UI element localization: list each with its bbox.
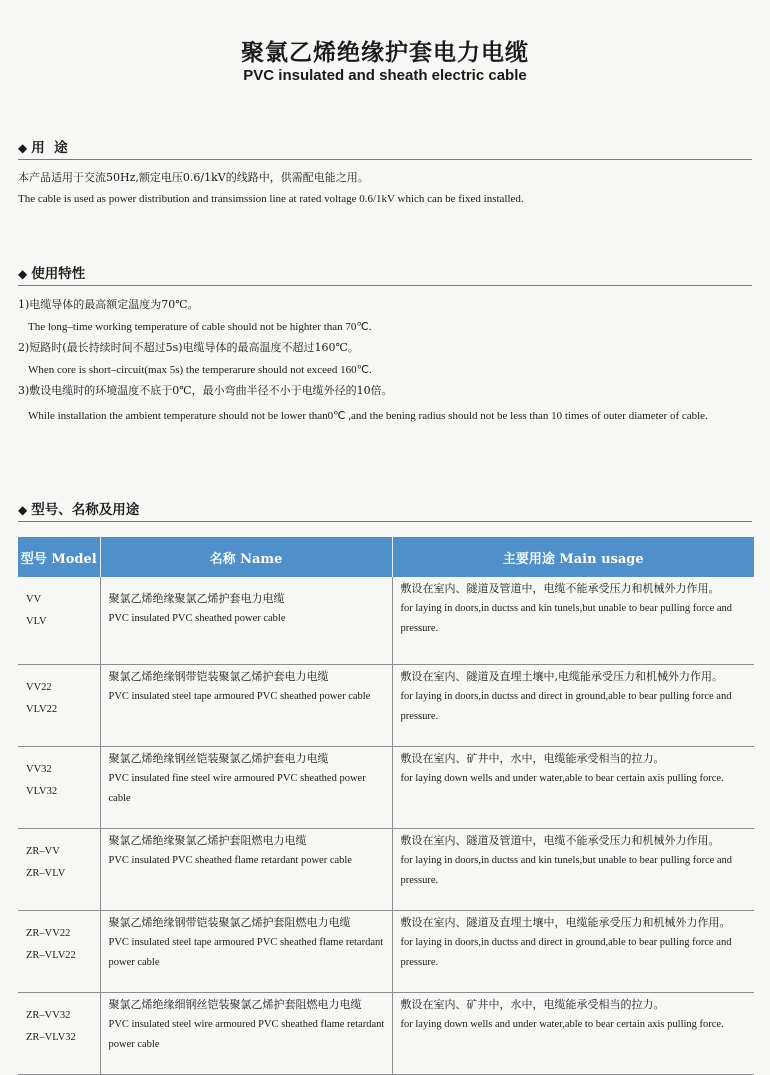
column-header-name: 名称 Name [100, 537, 392, 577]
name-cell: 聚氯乙烯绝缘钢带铠装聚氯乙烯护套阻燃电力电缆 PVC insulated steel tape armoured PVC sheathed flame retardant power cable [100, 911, 392, 993]
model-cell: VV22 VLV22 [18, 665, 100, 747]
model-cell: VV32 VLV32 [18, 747, 100, 829]
table-row [18, 747, 754, 829]
usage-cell: 敷设在室内、隧道及管道中，电缆不能承受压力和机械外力作用。 for laying in doors,in ductss and kin tunels,but unable to bear pulling force and pressure. [392, 577, 754, 665]
name-cell: 聚氯乙烯绝缘细钢丝铠装聚氯乙烯护套阻燃电力电缆 PVC insulated steel wire armoured PVC sheathed flame retardant power cable [100, 993, 392, 1075]
model-table [18, 537, 754, 1075]
feature-item-cn: 3)敷设电缆时的环境温度不底于0℃，最小弯曲半径不小于电缆外径的10倍。 [18, 384, 393, 397]
table-header-row [18, 537, 754, 577]
name-cell: 聚氯乙烯绝缘钢丝铠装聚氯乙烯护套电力电缆 PVC insulated fine steel wire armoured PVC sheathed power cable [100, 747, 392, 829]
usage-cell: 敷设在室内、隧道及直埋土壤中,电缆能承受压力和机械外力作用。 for laying in doors,in ductss and direct in ground,able to bear pulling force and pressure. [392, 665, 754, 747]
usage-cell: 敷设在室内、隧道及管道中，电缆不能承受压力和机械外力作用。 for laying in doors,in ductss and kin tunels,but unable to bear pulling force and pressure. [392, 829, 754, 911]
page-subtitle: PVC insulated and sheath electric cable [243, 67, 527, 84]
model-cell: ZR–VV ZR–VLV [18, 829, 100, 911]
model-cell: ZR–VV22 ZR–VLV22 [18, 911, 100, 993]
column-header-usage: 主要用途 Main usage [392, 537, 754, 577]
name-cell: 聚氯乙烯绝缘聚氯乙烯护套阻燃电力电缆 PVC insulated PVC sheathed flame retardant power cable [100, 829, 392, 911]
table-row [18, 911, 754, 993]
model-cell: VV VLV [18, 577, 100, 665]
usage-cell: 敷设在室内、隧道及直埋土壤中，电缆能承受压力和机械外力作用。 for laying in doors,in ductss and direct in ground,able to bear pulling force and pressure. [392, 911, 754, 993]
feature-item-en: The long–time working temperature of cable should not be highter than 70℃. [28, 321, 372, 333]
section-heading-usage: ◆ 用 途 [18, 136, 752, 160]
section-heading-features: ◆ 使用特性 [18, 262, 752, 286]
table-row [18, 665, 754, 747]
name-cell: 聚氯乙烯绝缘钢带铠装聚氯乙烯护套电力电缆 PVC insulated steel tape armoured PVC sheathed power cable [100, 665, 392, 747]
usage-text-cn: 本产品适用于交流50Hz,额定电压0.6/1kV的线路中，供需配电能之用。 [18, 171, 369, 184]
feature-item-cn: 1)电缆导体的最高额定温度为70℃。 [18, 298, 199, 311]
section-heading-models: ◆ 型号、名称及用途 [18, 498, 752, 522]
table-row [18, 577, 754, 665]
page-title: 聚氯乙烯绝缘护套电力电缆 [241, 39, 529, 66]
feature-item-en: When core is short–circuit(max 5s) the temperarure should not exceed 160℃. [28, 364, 372, 376]
usage-cell: 敷设在室内、矿井中，水中，电缆能承受相当的拉力。 for laying down wells and under water,able to bear certain axis pulling force. [392, 993, 754, 1075]
diamond-bullet-icon: ◆ [18, 267, 28, 281]
feature-item-en: While installation the ambient temperature should not be lower than0℃ ,and the bening radius should not be less than 10 times of outer diameter of cable. [28, 410, 708, 422]
usage-cell: 敷设在室内、矿井中，水中，电缆能承受相当的拉力。 for laying down wells and under water,able to bear certain axis pulling force. [392, 747, 754, 829]
diamond-bullet-icon: ◆ [18, 141, 28, 155]
feature-item-cn: 2)短路时(最长持续时间不超过5s)电缆导体的最高温度不超过160℃。 [18, 341, 359, 354]
diamond-bullet-icon: ◆ [18, 503, 28, 517]
table-row [18, 829, 754, 911]
column-header-model: 型号 Model [18, 537, 100, 577]
name-cell: 聚氯乙烯绝缘聚氯乙烯护套电力电缆 PVC insulated PVC sheathed power cable [100, 577, 392, 665]
model-cell: ZR–VV32 ZR–VLV32 [18, 993, 100, 1075]
table-row [18, 993, 754, 1075]
usage-text-en: The cable is used as power distribution and transimssion line at rated voltage 0.6/1kV which can be fixed installed. [18, 193, 524, 205]
